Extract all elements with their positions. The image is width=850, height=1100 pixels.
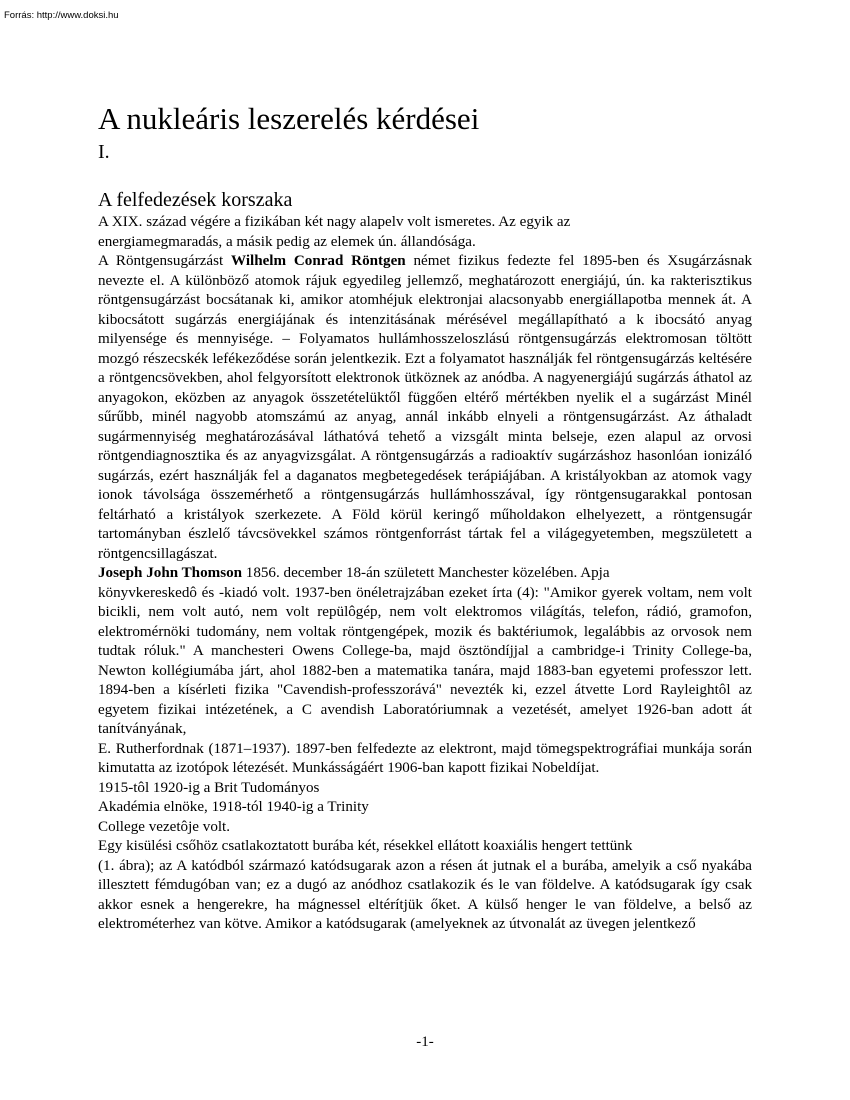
paragraph-thomson: könyvkereskedô és -kiadó volt. 1937-ben önéletrajzában ezeket írta (4): "Amikor gyerek voltam, nem volt bicikli, nem volt autó, nem volt repülôgép, nem volt elektromos világítás, telefon, rádió, gramofon, elektromérnöki tudomány, nem voltak röntgengépek, mozik és baktériumok, legalábbis az orvosok nem tudtak róluk." A manchesteri Owens College-ba, majd ösztöndíjjal a cambridge-i Trinity College-ba, Newton kollégiumába járt, ahol 1882-ben a matematika tanára, majd 1883-ban egyetemi professzor lett. 1894-ben a kísérleti fizika "Cavendish-professzorává" nevezték ki, ezzel átvette Lord Rayleightôl az egyetem fizikai intézetének, a C avendish Laboratóriumnak a vezetését, amelyet 1926-ban adott át tanítványának, [98, 584, 752, 737]
document-title: A nukleáris leszerelés kérdései [98, 101, 480, 136]
paragraph-experiment: (1. ábra); az A katódból származó katódsugarak azon a résen át jutnak el a burába, amelyik a cső nyakába illesztett fémdugóban van; ez a dugó az anódhoz csatlakozik és le van földelve. A katódsugarak így csak akkor esnek a hengerekre, ha mágnessel eltérítjük őket. A külső henger le van földelve, a belső az elektrométerhez van kötve. Amikor a katódsugarak (amelyeknek az útvonalát az üvegen jelentkező [98, 857, 752, 932]
paragraph-intro-line2: energiamegmaradás, a másik pedig az elemek ún. állandósága. [98, 233, 476, 250]
paragraph-academy-line3: College vezetôje volt. [98, 818, 231, 835]
page-number: -1- [416, 1034, 434, 1050]
paragraph-academy-line1: 1915-tôl 1920-ig a Brit Tudományos [98, 779, 320, 796]
paragraph-academy-line2: Akadémia elnöke, 1918-tól 1940-ig a Trinity [98, 799, 369, 815]
section-heading: A felfedezések korszaka [98, 189, 293, 211]
name-thomson: Joseph John Thomson [98, 565, 243, 581]
paragraph-thomson-line1 [98, 564, 752, 584]
source-note: Forrás: http://www.doksi.hu [4, 10, 119, 21]
paragraph-rontgen-text: német fizikus fedezte fel 1895-ben és Xsugárzásnak nevezte el. A különböző atomok rájuk egyedileg jellemző, meghatározott energiájú, ún. ka rakterisztikus röntgensugárzást bocsátanak ki, amikor atomhéjuk elektronjai alacsonyabb energiállapotba mennek át. A kibocsátott sugárzás energiájának és intenzitásának mérésével megállapítható a k ibocsátó anyag milyensége és mennyisége. – Folyamatos hullámhosszeloszlású röntgensugárzás elektromosan töltött mozgó részecskék lefékeződése során jelentkezik. Ezt a folyamatot használják fel röntgensugárzás keltésére a röntgencsövekben, ahol felgyorsított elektronok ütköznek az anódba. A nagyenergiájú sugárzás áthatol az anyagokon, eközben az anyagok összetételüktől függően eltérő mértékben nyelik el a sugárzást Minél sűrűbb, minél nagyobb atomszámú az anyag, annál inkább elnyeli a röntgensugárzást. Az áthaladt sugármennyiség meghatározásával láthatóvá tehető a vizsgált minta belseje, ezen alapul az orvosi röntgendiagnosztika és az anyagvizsgálat. A röntgensugárzás a radioaktív sugárzáshoz hasonlóan ionizáló sugárzás, ezért használják fel a daganatos megbetegedések terápiájában. A kristályokban az atomok vagy ionok távolsága összemérhető a röntgensugárzás hullámhosszával, így röntgensugarakkal pontosan feltárható a kristályok szerkezete. A Föld körül keringő műholdakon elhelyezett, a röntgensugár tartományban észlelő távcsövekkel számos röntgenforrást tártak fel a világegyetemben, megszületett a röntgencsillagászat. [98, 253, 752, 562]
paragraph-rontgen [98, 252, 752, 564]
name-rontgen: Wilhelm Conrad Röntgen [231, 253, 406, 269]
paragraph-thomson-line1-text: 1856. december 18-án született Manchester közelében. Apja [242, 565, 610, 581]
document-subtitle: I. [98, 141, 110, 163]
paragraph-rontgen-lead: A Röntgensugárzást [98, 253, 231, 269]
paragraph-experiment-line1: Egy kisülési csőhöz csatlakoztatott burába két, résekkel ellátott koaxiális hengert tettünk [98, 838, 633, 854]
paragraph-intro-line1: A XIX. század végére a fizikában két nagy alapelv volt ismeretes. Az egyik az [98, 214, 571, 230]
document-body [98, 188, 752, 935]
paragraph-rutherford: E. Rutherfordnak (1871–1937). 1897-ben felfedezte az elektront, majd tömegspektrográfiai munkája során kimutatta az izotópok létezését. Munkásságáért 1906-ban kapott fizikai Nobeldíjat. [98, 740, 752, 776]
